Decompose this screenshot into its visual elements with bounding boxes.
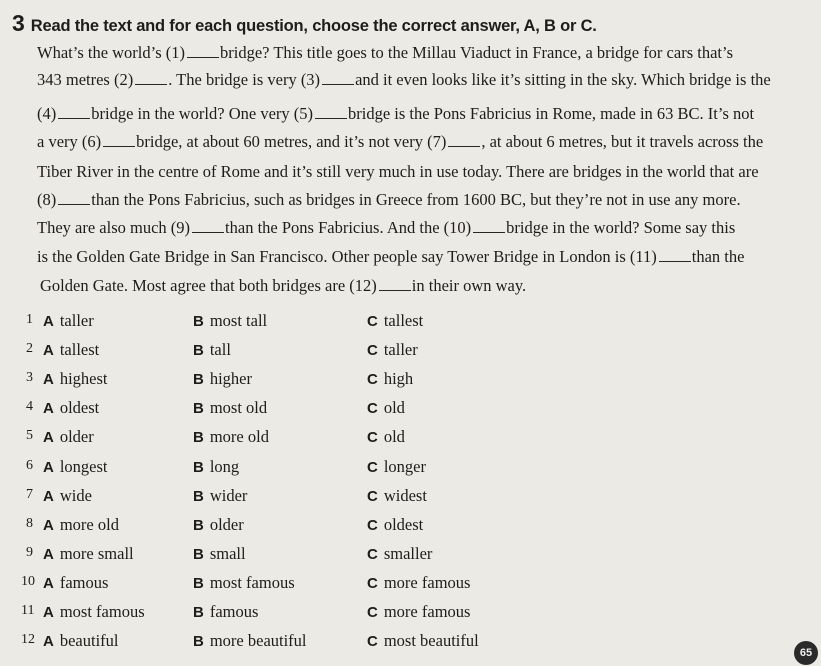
option-b[interactable]: B tall: [193, 340, 231, 359]
exercise-heading: [12, 10, 597, 37]
option-b[interactable]: B most old: [193, 398, 268, 417]
option-a[interactable]: A beautiful: [43, 631, 119, 650]
option-c[interactable]: C old: [367, 398, 405, 417]
question-number: 12: [21, 632, 35, 647]
option-c[interactable]: C more famous: [367, 602, 471, 621]
passage-line-3: (4) bridge in the world? One very (5) bridge is the Pons Fabricius in Rome, made in 63 BC. It’s not: [37, 104, 755, 123]
option-c[interactable]: C old: [367, 427, 405, 446]
answer-blank: [322, 71, 354, 85]
question-number: 1: [26, 312, 33, 327]
passage-line-9: Golden Gate. Most agree that both bridges are (12) in their own way.: [40, 276, 527, 295]
option-a[interactable]: A most famous: [43, 602, 145, 621]
question-number: 5: [26, 428, 33, 443]
option-a[interactable]: A longest: [43, 457, 108, 476]
option-c[interactable]: C longer: [367, 457, 426, 476]
option-c[interactable]: C high: [367, 369, 414, 388]
option-c[interactable]: C more famous: [367, 573, 471, 592]
passage-line-4: a very (6) bridge, at about 60 metres, and it’s not very (7) , at about 6 metres, but it travels across the: [37, 132, 764, 151]
answer-blank: [58, 105, 90, 119]
option-c[interactable]: C tallest: [367, 311, 424, 330]
option-b[interactable]: B most famous: [193, 573, 295, 592]
option-b[interactable]: B wider: [193, 486, 248, 505]
option-b[interactable]: B long: [193, 457, 240, 476]
option-c[interactable]: C oldest: [367, 515, 424, 534]
passage-line-5: Tiber River in the centre of Rome and it’s still very much in use today. There are bridges in the world that are: [37, 162, 759, 181]
option-c[interactable]: C taller: [367, 340, 418, 359]
option-a[interactable]: A famous: [43, 573, 109, 592]
option-c[interactable]: C smaller: [367, 544, 433, 563]
option-b[interactable]: B higher: [193, 369, 252, 388]
option-a[interactable]: A more old: [43, 515, 119, 534]
answer-blank: [192, 219, 224, 233]
question-number: 3: [26, 370, 33, 385]
passage-line-1: What’s the world’s (1) bridge? This title goes to the Millau Viaduct in France, a bridge for cars that’s: [37, 43, 733, 62]
passage-line-8: is the Golden Gate Bridge in San Francisco. Other people say Tower Bridge in London is (11) than the: [37, 247, 745, 266]
answer-blank: [187, 44, 219, 58]
option-a[interactable]: A tallest: [43, 340, 100, 359]
answer-blank: [659, 248, 691, 262]
question-number: 6: [26, 458, 33, 473]
option-b[interactable]: B small: [193, 544, 246, 563]
answer-blank: [135, 71, 167, 85]
question-number: 7: [26, 487, 33, 502]
option-c[interactable]: C widest: [367, 486, 427, 505]
answer-blank: [103, 133, 135, 147]
option-b[interactable]: B most tall: [193, 311, 268, 330]
option-c[interactable]: C most beautiful: [367, 631, 479, 650]
answer-blank: [448, 133, 480, 147]
passage-line-7: They are also much (9) than the Pons Fabricius. And the (10) bridge in the world? Some say this: [37, 218, 736, 237]
option-b[interactable]: B more beautiful: [193, 631, 307, 650]
exercise-instruction: Read the text and for each question, choose the correct answer, A, B or C.: [30, 17, 597, 35]
option-a[interactable]: A more small: [43, 544, 134, 563]
option-a[interactable]: A oldest: [43, 398, 100, 417]
question-number: 4: [26, 399, 33, 414]
option-b[interactable]: B famous: [193, 602, 259, 621]
passage-line-2: 343 metres (2) . The bridge is very (3) and it even looks like it’s sitting in the sky. Which bridge is the: [37, 70, 771, 89]
option-a[interactable]: A taller: [43, 311, 94, 330]
option-b[interactable]: B more old: [193, 427, 269, 446]
question-number: 8: [26, 516, 33, 531]
page-number-badge: 65: [794, 641, 818, 665]
option-a[interactable]: A wide: [43, 486, 92, 505]
option-b[interactable]: B older: [193, 515, 244, 534]
answer-blank: [315, 105, 347, 119]
question-number: 2: [26, 341, 33, 356]
passage-line-6: (8) than the Pons Fabricius, such as bridges in Greece from 1600 BC, but they’re not in use any more.: [37, 190, 741, 209]
answer-blank: [473, 219, 505, 233]
option-a[interactable]: A older: [43, 427, 94, 446]
option-a[interactable]: A highest: [43, 369, 108, 388]
answer-blank: [58, 191, 90, 205]
question-number: 10: [21, 574, 35, 589]
question-number: 11: [21, 603, 35, 618]
question-number: 9: [26, 545, 33, 560]
answer-blank: [379, 277, 411, 291]
exercise-number: 3: [12, 10, 25, 36]
